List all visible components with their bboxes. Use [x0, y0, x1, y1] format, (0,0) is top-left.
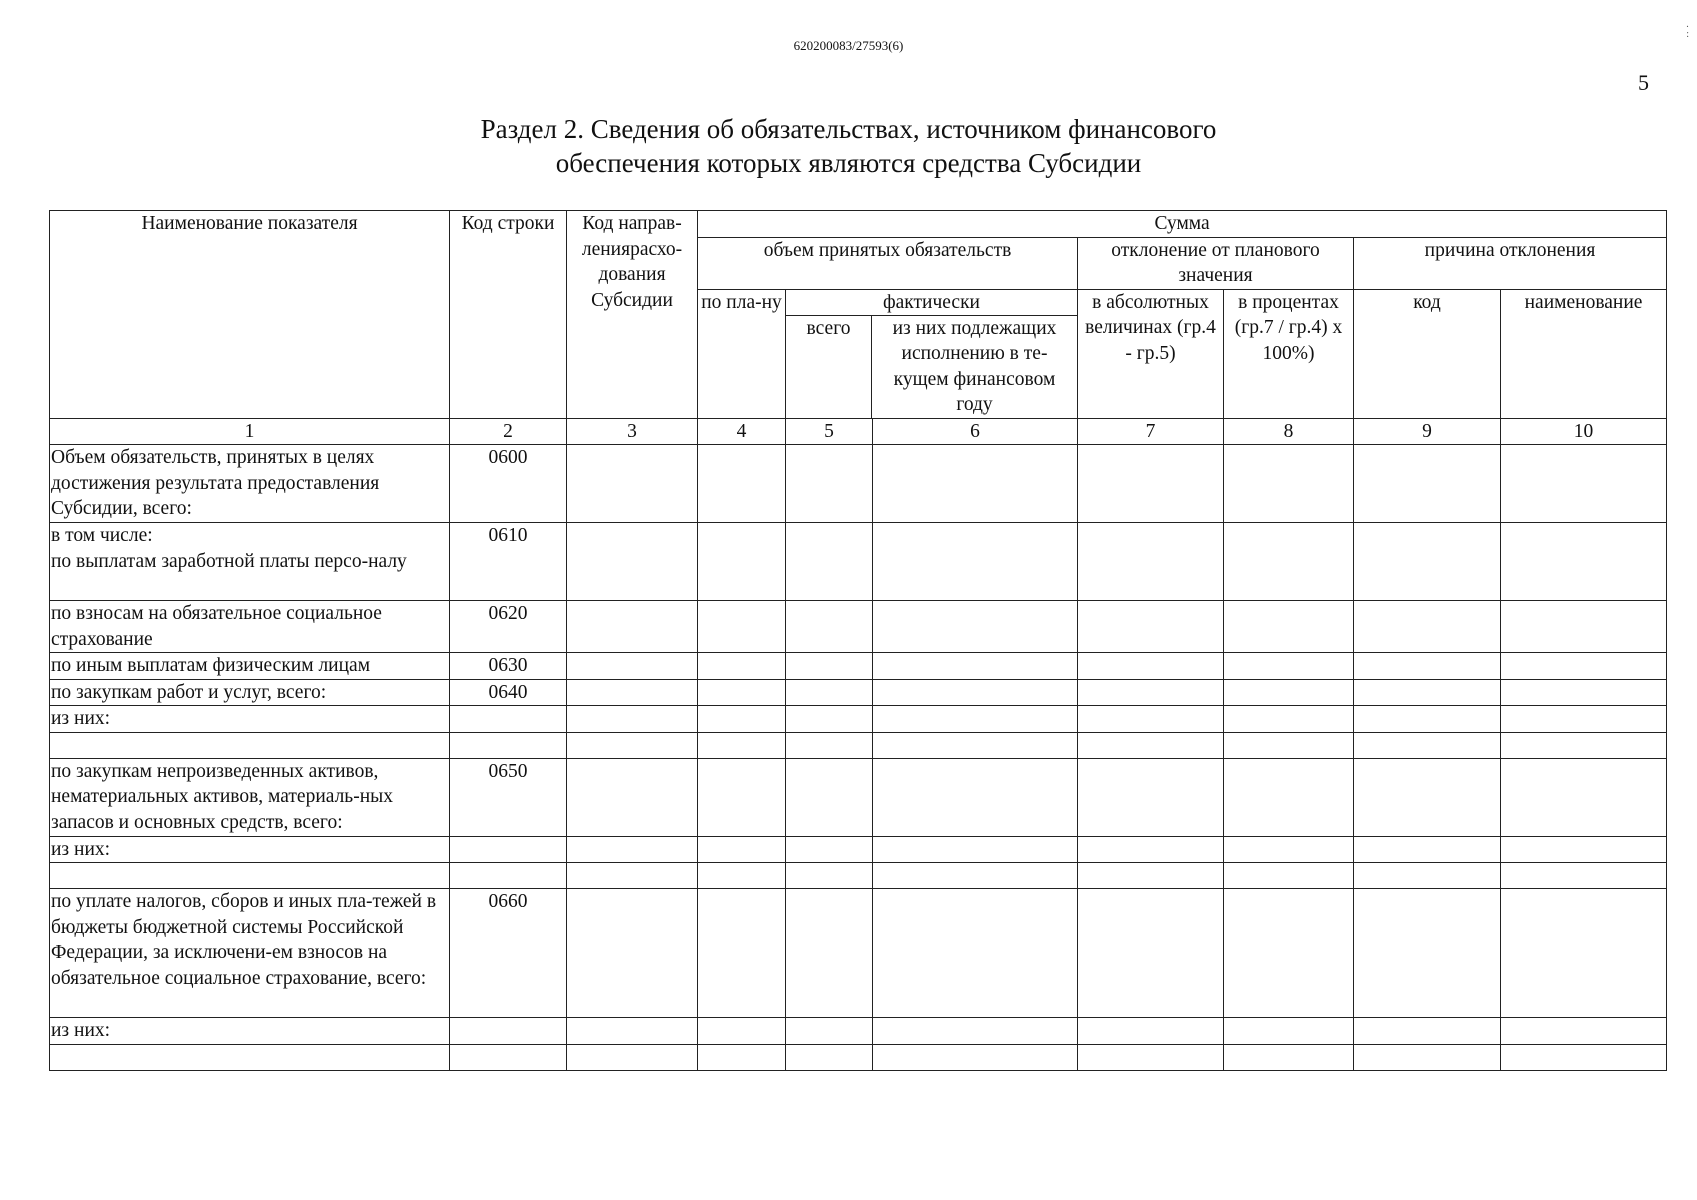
value-cell[interactable]: [1501, 679, 1667, 706]
row-code: [450, 706, 567, 733]
value-cell[interactable]: [1354, 445, 1501, 523]
value-cell[interactable]: [786, 836, 873, 863]
value-cell[interactable]: [1224, 653, 1354, 680]
value-cell[interactable]: [1354, 653, 1501, 680]
value-cell[interactable]: [1501, 1018, 1667, 1045]
value-cell[interactable]: [698, 653, 786, 680]
value-cell[interactable]: [698, 706, 786, 733]
table-row: [50, 523, 1667, 601]
value-cell[interactable]: [698, 889, 786, 1018]
section-title-line-1: Раздел 2. Сведения об обязательствах, источником финансового: [480, 114, 1217, 144]
column-number: 8: [1224, 418, 1354, 445]
row-code: [450, 836, 567, 863]
value-cell[interactable]: [1354, 679, 1501, 706]
value-cell[interactable]: [1078, 732, 1224, 758]
value-cell[interactable]: [1501, 758, 1667, 836]
value-cell[interactable]: [873, 679, 1078, 706]
column-number: 1: [50, 418, 450, 445]
value-cell[interactable]: [786, 732, 873, 758]
value-cell[interactable]: [1224, 1018, 1354, 1045]
row-name: по закупкам работ и услуг, всего:: [50, 679, 450, 706]
value-cell[interactable]: [786, 889, 873, 1018]
row-code: 0610: [450, 523, 567, 601]
header-reason-code: код: [1354, 289, 1501, 418]
header-line-code: Код строки: [450, 211, 567, 419]
value-cell[interactable]: [873, 1044, 1078, 1070]
value-cell[interactable]: [1501, 836, 1667, 863]
value-cell[interactable]: [1224, 445, 1354, 523]
value-cell[interactable]: [567, 1044, 698, 1070]
obligations-table: [49, 210, 1667, 1071]
table-row: [50, 758, 1667, 836]
header-actual-group: [786, 289, 1078, 418]
header-planned: по пла-ну: [698, 289, 786, 418]
value-cell[interactable]: [1078, 601, 1224, 653]
value-cell[interactable]: [1078, 1044, 1224, 1070]
value-cell[interactable]: [873, 601, 1078, 653]
value-cell[interactable]: [1078, 758, 1224, 836]
value-cell[interactable]: [1224, 601, 1354, 653]
row-name: из них:: [50, 1018, 450, 1045]
value-cell[interactable]: [1354, 1018, 1501, 1045]
value-cell[interactable]: [1501, 889, 1667, 1018]
row-code: 0650: [450, 758, 567, 836]
header-actual: фактически: [786, 290, 1077, 316]
value-cell[interactable]: [1501, 863, 1667, 889]
table-row: [50, 836, 1667, 863]
value-cell[interactable]: [1354, 732, 1501, 758]
row-code: 0620: [450, 601, 567, 653]
value-cell[interactable]: [1224, 863, 1354, 889]
column-number: 2: [450, 418, 567, 445]
value-cell[interactable]: [873, 1018, 1078, 1045]
header-actual-total: всего: [786, 316, 872, 418]
value-cell[interactable]: [1501, 523, 1667, 601]
row-name: [50, 732, 450, 758]
table-row: [50, 601, 1667, 653]
value-cell[interactable]: [567, 889, 698, 1018]
value-cell[interactable]: [873, 836, 1078, 863]
table-row: [50, 445, 1667, 523]
value-cell[interactable]: [786, 706, 873, 733]
value-cell[interactable]: [1078, 445, 1224, 523]
row-name: из них:: [50, 836, 450, 863]
value-cell[interactable]: [1078, 836, 1224, 863]
value-cell[interactable]: [1501, 601, 1667, 653]
value-cell[interactable]: [698, 863, 786, 889]
row-code: [450, 1018, 567, 1045]
column-number: 10: [1501, 418, 1667, 445]
value-cell[interactable]: [1078, 523, 1224, 601]
value-cell[interactable]: [1224, 732, 1354, 758]
value-cell[interactable]: [1078, 679, 1224, 706]
value-cell[interactable]: [873, 863, 1078, 889]
table-row: [50, 1018, 1667, 1045]
value-cell[interactable]: [1501, 653, 1667, 680]
value-cell[interactable]: [698, 445, 786, 523]
value-cell[interactable]: [698, 679, 786, 706]
column-number-row: [50, 418, 1667, 445]
value-cell[interactable]: [698, 732, 786, 758]
row-name: [50, 1044, 450, 1070]
header-accepted-volume: объем принятых обязательств: [698, 237, 1078, 289]
page-number: 5: [1638, 70, 1649, 95]
table-row: [50, 889, 1667, 1018]
header-reason-name: наименование: [1501, 289, 1667, 418]
value-cell[interactable]: [1224, 679, 1354, 706]
value-cell[interactable]: [1354, 758, 1501, 836]
value-cell[interactable]: [1078, 653, 1224, 680]
value-cell[interactable]: [698, 758, 786, 836]
header-deviation: отклонение от планового значения: [1078, 237, 1354, 289]
value-cell[interactable]: [567, 679, 698, 706]
section-title: [0, 112, 1697, 180]
value-cell[interactable]: [1354, 889, 1501, 1018]
table-row: [50, 732, 1667, 758]
row-code: [450, 732, 567, 758]
value-cell[interactable]: [1078, 706, 1224, 733]
value-cell[interactable]: [873, 732, 1078, 758]
value-cell[interactable]: [786, 445, 873, 523]
header-actual-current-year: из них подлежащих исполнению в те-кущем финансовом году: [892, 317, 1057, 415]
value-cell[interactable]: [873, 445, 1078, 523]
table-row: [50, 706, 1667, 733]
value-cell[interactable]: [1501, 445, 1667, 523]
value-cell[interactable]: [873, 758, 1078, 836]
header-sum: Сумма: [698, 211, 1667, 238]
column-number: 6: [873, 418, 1078, 445]
row-name: Объем обязательств, принятых в целях достижения результата предоставления Субсидии, всего:: [50, 445, 450, 523]
row-code: [450, 863, 567, 889]
value-cell[interactable]: [1354, 706, 1501, 733]
column-number: 4: [698, 418, 786, 445]
value-cell[interactable]: [567, 1018, 698, 1045]
value-cell[interactable]: [567, 706, 698, 733]
row-code: 0660: [450, 889, 567, 1018]
header-percent: в процентах (гр.7 / гр.4) x 100%): [1224, 289, 1354, 418]
row-code: 0630: [450, 653, 567, 680]
value-cell[interactable]: [1354, 836, 1501, 863]
value-cell[interactable]: [698, 601, 786, 653]
document-id: 620200083/27593(6): [793, 38, 904, 53]
value-cell[interactable]: [1078, 863, 1224, 889]
value-cell[interactable]: [1224, 1044, 1354, 1070]
header-reason: причина отклонения: [1354, 237, 1667, 289]
value-cell[interactable]: [786, 523, 873, 601]
table-body: [50, 445, 1667, 1071]
scan-mark: . :: [1686, 19, 1689, 40]
value-cell[interactable]: [1354, 523, 1501, 601]
value-cell[interactable]: [786, 863, 873, 889]
value-cell[interactable]: [1224, 706, 1354, 733]
value-cell[interactable]: [567, 863, 698, 889]
column-number: 5: [786, 418, 873, 445]
row-name: [50, 863, 450, 889]
row-name: по закупкам непроизведенных активов, нематериальных активов, материаль-ных запасов и основных средств, всего:: [50, 758, 450, 836]
value-cell[interactable]: [786, 1044, 873, 1070]
value-cell[interactable]: [567, 653, 698, 680]
header-absolute: в абсолютных величинах (гр.4 - гр.5): [1078, 289, 1224, 418]
column-number: 3: [567, 418, 698, 445]
value-cell[interactable]: [786, 679, 873, 706]
value-cell[interactable]: [786, 653, 873, 680]
value-cell[interactable]: [786, 1018, 873, 1045]
value-cell[interactable]: [567, 732, 698, 758]
column-number: 9: [1354, 418, 1501, 445]
row-code: 0600: [450, 445, 567, 523]
section-title-line-2: обеспечения которых являются средства Субсидии: [555, 148, 1142, 178]
value-cell[interactable]: [873, 889, 1078, 1018]
value-cell[interactable]: [1501, 1044, 1667, 1070]
value-cell[interactable]: [567, 758, 698, 836]
value-cell[interactable]: [1354, 863, 1501, 889]
row-name: по уплате налогов, сборов и иных пла-тежей в бюджеты бюджетной системы Российской Федерации, за исключени-ем взносов на обязательное социальное страхование, всего:: [50, 889, 450, 1018]
value-cell[interactable]: [567, 523, 698, 601]
row-name: по взносам на обязательное социальное страхование: [50, 601, 450, 653]
value-cell[interactable]: [698, 1018, 786, 1045]
table-row: [50, 1044, 1667, 1070]
value-cell[interactable]: [1224, 836, 1354, 863]
value-cell[interactable]: [1078, 889, 1224, 1018]
value-cell[interactable]: [1224, 889, 1354, 1018]
column-number: 7: [1078, 418, 1224, 445]
value-cell[interactable]: [567, 445, 698, 523]
value-cell[interactable]: [1078, 1018, 1224, 1045]
value-cell[interactable]: [1501, 706, 1667, 733]
value-cell[interactable]: [873, 523, 1078, 601]
value-cell[interactable]: [698, 1044, 786, 1070]
value-cell[interactable]: [1501, 732, 1667, 758]
header-direction-code: Код направ-лениярасхо-дования Субсидии: [567, 211, 698, 419]
row-name: по иным выплатам физическим лицам: [50, 653, 450, 680]
row-code: 0640: [450, 679, 567, 706]
value-cell[interactable]: [1224, 523, 1354, 601]
value-cell[interactable]: [1224, 758, 1354, 836]
header-name: Наименование показателя: [50, 211, 450, 419]
value-cell[interactable]: [873, 706, 1078, 733]
value-cell[interactable]: [786, 758, 873, 836]
value-cell[interactable]: [786, 601, 873, 653]
value-cell[interactable]: [567, 836, 698, 863]
value-cell[interactable]: [698, 836, 786, 863]
value-cell[interactable]: [698, 523, 786, 601]
table-row: [50, 863, 1667, 889]
table-row: [50, 653, 1667, 680]
table-row: [50, 679, 1667, 706]
value-cell[interactable]: [873, 653, 1078, 680]
value-cell[interactable]: [567, 601, 698, 653]
row-name: из них:: [50, 706, 450, 733]
row-code: [450, 1044, 567, 1070]
value-cell[interactable]: [1354, 1044, 1501, 1070]
row-name: в том числе: по выплатам заработной платы персо-налу: [50, 523, 450, 601]
value-cell[interactable]: [1354, 601, 1501, 653]
